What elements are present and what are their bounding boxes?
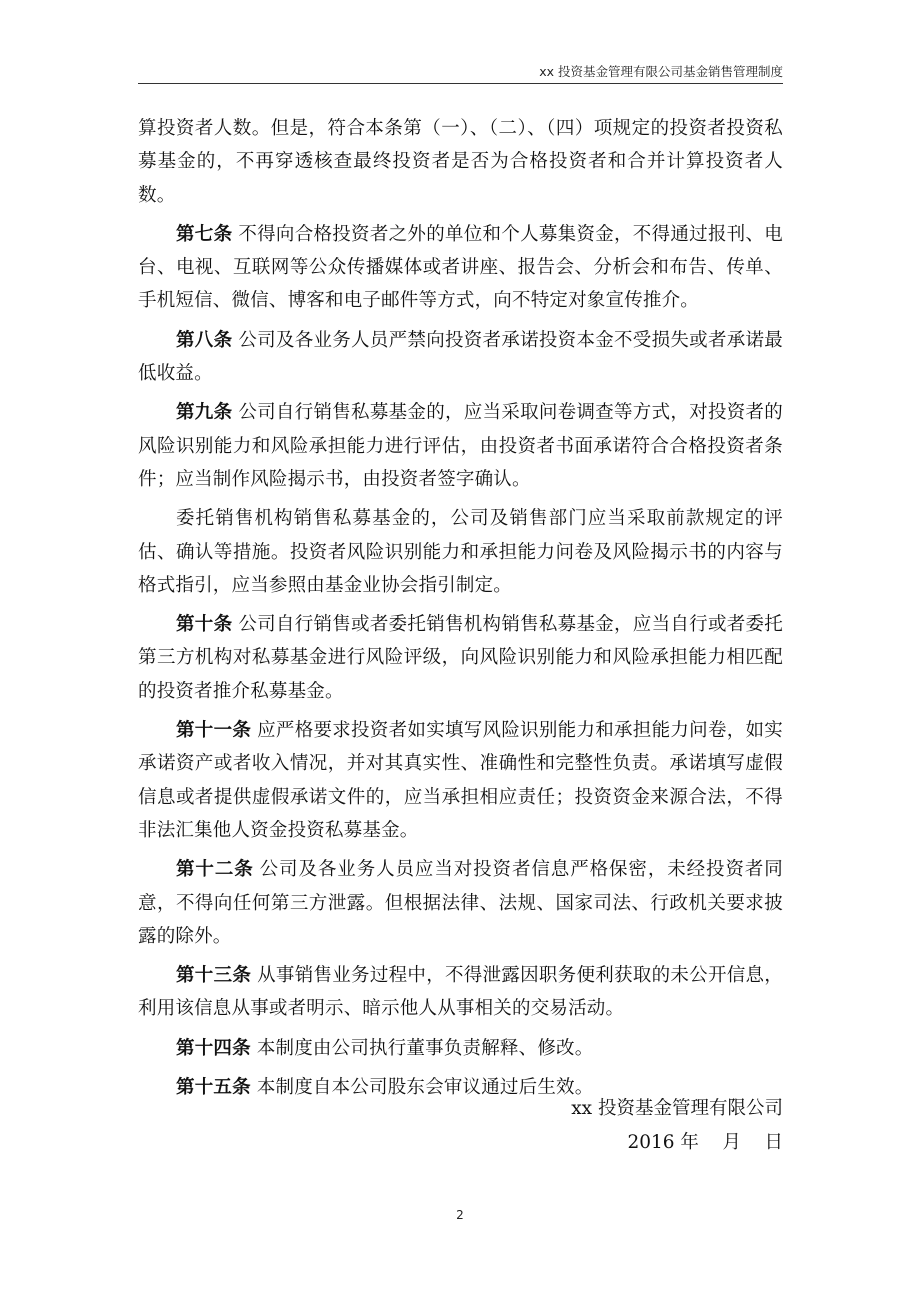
article-text: 本制度由公司执行董事负责解释、修改。 xyxy=(256,1037,594,1059)
article-8 xyxy=(138,324,783,391)
article-text: 从事销售业务过程中，不得泄露因职务便利获取的未公开信息，利用该信息从事或者明示、暗示他人从事相关的交易活动。 xyxy=(138,965,783,1020)
article-label: 第十三条 xyxy=(176,965,252,987)
article-label: 第十五条 xyxy=(176,1077,251,1099)
paragraph-text: 算投资者人数。但是，符合本条第（一）、（二）、（四）项规定的投资者投资私募基金的，不再穿透核查最终投资者是否为合格投资者和合并计算投资者人数。 xyxy=(138,118,783,206)
article-label: 第九条 xyxy=(176,402,233,424)
article-11 xyxy=(138,714,783,847)
article-label: 第八条 xyxy=(176,329,233,351)
article-9-para-2 xyxy=(138,502,783,602)
signature-day: 日 xyxy=(764,1132,783,1153)
signature-year: 2016 年 xyxy=(627,1132,699,1153)
article-text: 公司自行销售或者委托销售机构销售私募基金，应当自行或者委托第三方机构对私募基金进行风险评级，向风险识别能力和风险承担能力相匹配的投资者推介私募基金。 xyxy=(138,614,783,702)
article-text: 本制度自本公司股东会审议通过后生效。 xyxy=(256,1077,594,1099)
article-14 xyxy=(138,1032,783,1065)
article-9 xyxy=(138,396,783,496)
signature-month: 月 xyxy=(722,1132,741,1153)
article-12 xyxy=(138,853,783,953)
article-text: 公司及各业务人员严禁向投资者承诺投资本金不受损失或者承诺最低收益。 xyxy=(138,329,783,385)
article-10 xyxy=(138,608,783,708)
header-title: xx 投资基金管理有限公司基金销售管理制度 xyxy=(539,64,783,79)
article-label: 第十二条 xyxy=(176,859,254,881)
article-text: 应严格要求投资者如实填写风险识别能力和承担能力问卷，如实承诺资产或者收入情况，并对其真实性、准确性和完整性负责。承诺填写虚假信息或者提供虚假承诺文件的，应当承担相应责任；投资资金来源合法，不得非法汇集他人资金投资私募基金。 xyxy=(138,720,783,841)
page-header xyxy=(138,62,783,84)
article-text: 公司及各业务人员应当对投资者信息严格保密，未经投资者同意，不得向任何第三方泄露。但根据法律、法规、国家司法、行政机关要求披露的除外。 xyxy=(138,859,783,947)
article-label: 第七条 xyxy=(176,223,233,245)
paragraph-continuation xyxy=(138,112,783,212)
document-body xyxy=(138,112,783,1104)
article-label: 第十一条 xyxy=(176,720,252,742)
signature-date xyxy=(627,1128,783,1154)
article-text: 不得向合格投资者之外的单位和个人募集资金，不得通过报刊、电台、电视、互联网等公众传播媒体或者讲座、报告会、分析会和布告、传单、手机短信、微信、博客和电子邮件等方式，向不特定对象宣传推介。 xyxy=(138,223,783,312)
signature-company: xx 投资基金管理有限公司 xyxy=(571,1098,783,1119)
article-7 xyxy=(138,218,783,318)
page-number: 2 xyxy=(456,1208,464,1222)
article-label: 第十四条 xyxy=(176,1037,251,1059)
article-text: 公司自行销售私募基金的，应当采取问卷调查等方式，对投资者的风险识别能力和风险承担能力进行评估，由投资者书面承诺符合合格投资者条件；应当制作风险揭示书，由投资者签字确认。 xyxy=(138,402,783,490)
article-13 xyxy=(138,959,783,1026)
article-label: 第十条 xyxy=(176,614,233,636)
paragraph-text: 委托销售机构销售私募基金的，公司及销售部门应当采取前款规定的评估、确认等措施。投资者风险识别能力和承担能力问卷及风险揭示书的内容与格式指引，应当参照由基金业协会指引制定。 xyxy=(138,508,783,596)
